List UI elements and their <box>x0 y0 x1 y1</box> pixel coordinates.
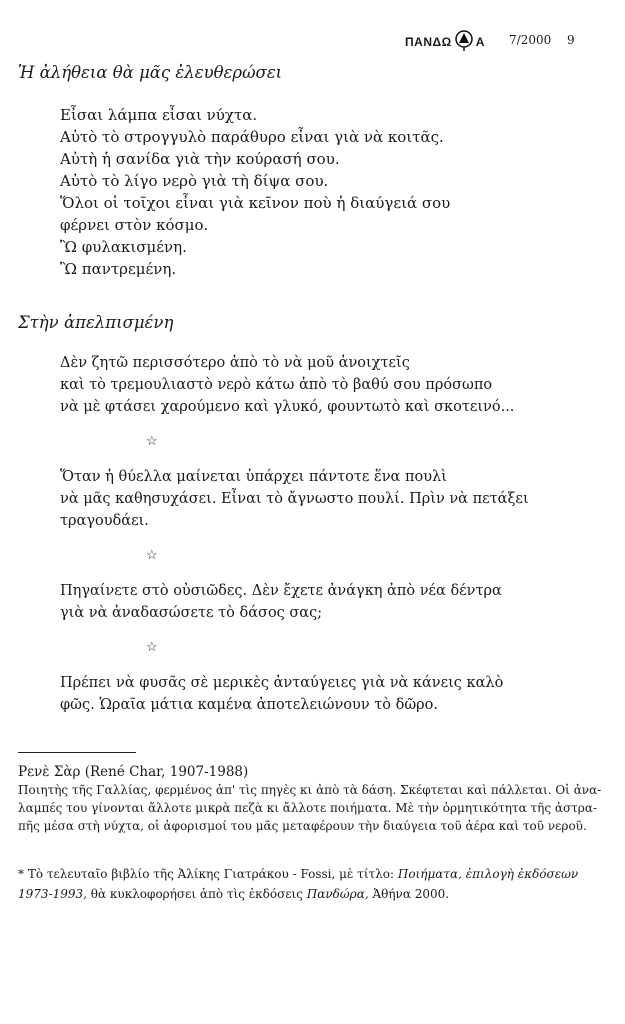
stanza <box>60 466 529 532</box>
stanza <box>60 580 529 624</box>
poem-line: Πρέπει νὰ φυσᾶς σὲ μερικὲς ἀνταύγειες γιὰ νὰ κάνεις καλὸ <box>60 675 504 691</box>
poem-line: Δὲν ζητῶ περισσότερο ἀπὸ τὸ νὰ μοῦ ἀνοιχτεῖς <box>60 355 410 371</box>
author-note-line: Ποιητὴς τῆς Γαλλίας, φερμένος ἀπ' τὶς πηγὲς κι ἀπὸ τὰ δάση. Σκέφτεται καὶ πάλλεται. Οἱ ἀνα- <box>18 783 602 797</box>
poem-line: καὶ τὸ τρεμουλιαστὸ νερὸ κάτω ἀπὸ τὸ βαθύ σου πρόσωπο <box>60 377 493 393</box>
poem-line: γιὰ νὰ ἀναδασώσετε τὸ δάσος σας; <box>60 605 323 621</box>
issue-date: 7/2000 <box>509 33 552 47</box>
footnote-line-2: 1973-1993, θὰ κυκλοφορήσει ἀπὸ τὶς ἐκδόσεις Πανδώρα, Ἀθήνα 2000. <box>18 887 450 901</box>
poem-line: Εἶσαι λάμπα εἶσαι νύχτα. <box>60 106 258 124</box>
poem-line: νὰ μὲ φτάσει χαρούμενο καὶ γλυκό, φουντωτὸ καὶ σκοτεινό... <box>60 399 515 415</box>
poem-line: φέρνει στὸν κόσμο. <box>60 216 209 234</box>
poem-line: Αὐτὴ ἡ σανίδα γιὰ τὴν κούρασή σου. <box>60 150 340 168</box>
stanza <box>60 352 529 418</box>
author-note-line: λαμπές του γίνονται ἄλλοτε μικρὰ πεζὰ κι ἄλλοτε ποιήματα. Μὲ τὴν ὁρμητικότητα τῆς ἀστρα- <box>18 801 597 815</box>
logo-text-right: Α <box>475 35 485 49</box>
poem-line: νὰ μᾶς καθησυχάσει. Εἶναι τὸ ἄγνωστο πουλί. Πρὶν νὰ πετάξει <box>60 491 529 507</box>
poem-line: Αὐτὸ τὸ λίγο νερὸ γιὰ τὴ δίψα σου. <box>60 172 329 190</box>
star-separator-icon: ☆ <box>146 548 158 563</box>
book-footnote <box>18 864 608 904</box>
poem-line: Ὅλοι οἱ τοῖχοι εἶναι γιὰ κεῖνον ποὺ ἡ διαύγειά σου <box>60 194 451 212</box>
poem-line: Ὢ παντρεμένη. <box>60 260 177 278</box>
star-separator-icon: ☆ <box>146 640 158 655</box>
page-number: 9 <box>567 33 575 47</box>
author-note-heading: Ρενὲ Σὰρ (René Char, 1907-1988) <box>18 764 249 780</box>
poem-1-body <box>60 104 450 280</box>
footnote-divider <box>18 752 136 753</box>
author-note <box>18 763 602 835</box>
poem-line: Ὅταν ἡ θύελλα μαίνεται ὑπάρχει πάντοτε ἕνα πουλὶ <box>60 469 447 485</box>
poem-line: Πηγαίνετε στὸ οὐσιῶδες. Δὲν ἔχετε ἀνάγκη ἀπὸ νέα δέντρα <box>60 583 502 599</box>
poem-2-body <box>60 352 529 716</box>
footnote-line-1: * Τὸ τελευταῖο βιβλίο τῆς Ἀλίκης Γιατράκου - Fossi, μὲ τίτλο: Ποιήματα, ἐπιλογὴ ἐκδόσεων <box>18 867 579 881</box>
poem-title-2: Στὴν ἀπελπισμένη <box>18 313 174 332</box>
magazine-logo <box>405 33 485 51</box>
poem-line: φῶς. Ὡραῖα μάτια καμένα ἀποτελειώνουν τὸ δῶρο. <box>60 697 439 713</box>
poem-title-1: Ἡ ἀλήθεια θὰ μᾶς ἐλευθερώσει <box>18 63 283 82</box>
author-note-line: πῆς μέσα στὴ νύχτα, οἱ ἀφορισμοί του μᾶς μεταφέρουν τὴν διαύγεια τοῦ ἀέρα καὶ τοῦ νεροῦ. <box>18 819 587 833</box>
logo-text-left: ΠΑΝΔΩ <box>405 35 452 49</box>
poem-line: Ὢ φυλακισμένη. <box>60 238 187 256</box>
star-separator-icon: ☆ <box>146 434 158 449</box>
page-header <box>405 33 595 53</box>
pandora-emblem-icon <box>453 29 475 51</box>
poem-line: τραγουδάει. <box>60 513 149 529</box>
stanza <box>60 672 529 716</box>
poem-line: Αὐτὸ τὸ στρογγυλὸ παράθυρο εἶναι γιὰ νὰ κοιτᾶς. <box>60 128 444 146</box>
author-note-body <box>18 781 602 835</box>
